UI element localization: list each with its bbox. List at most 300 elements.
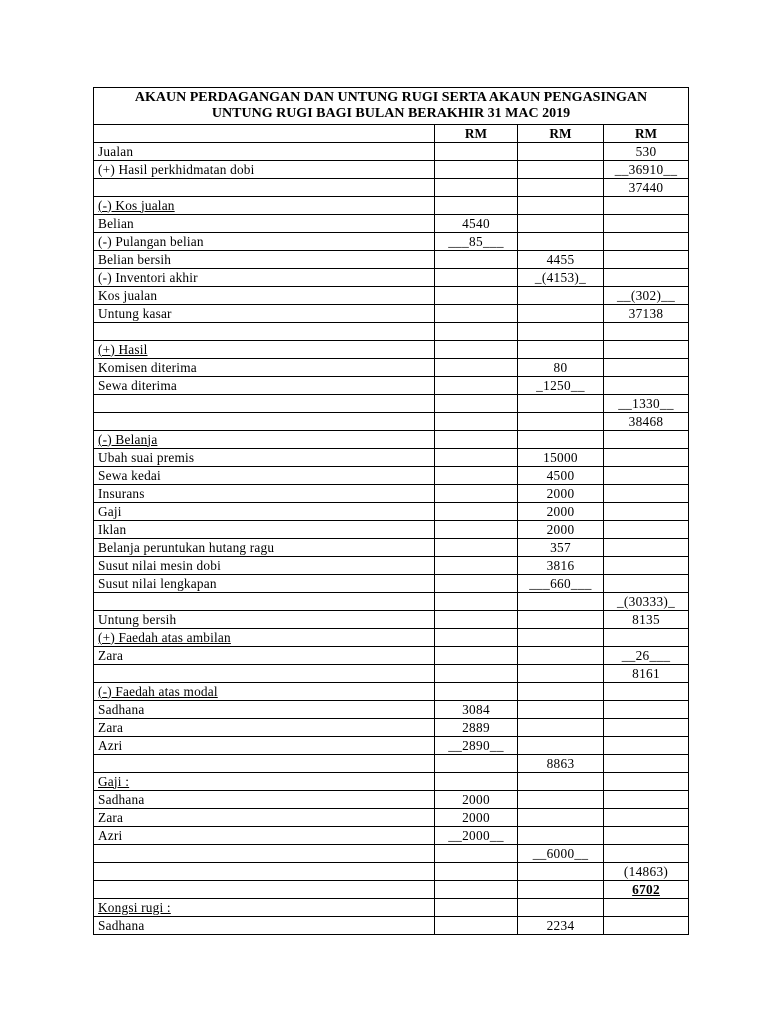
amount-col-1 [435,503,518,521]
amount-col-2 [518,773,604,791]
amount-col-3 [604,683,689,701]
amount-col-2 [518,827,604,845]
row-label [94,143,435,161]
amount-col-3 [604,755,689,773]
row-label [94,575,435,593]
amount-col-2 [518,521,604,539]
table-row [94,143,689,161]
amount-col-3 [604,773,689,791]
amount-value: 3084 [462,701,490,717]
amount-value: 2000 [546,521,575,537]
amount-col-1 [435,809,518,827]
amount-col-2 [518,305,604,323]
amount-value: __2890__ [448,737,504,753]
amount-col-3 [604,287,689,305]
amount-col-2 [518,269,604,287]
amount-value: 8863 [546,755,575,771]
amount-col-2 [518,449,604,467]
amount-col-1 [435,521,518,539]
row-label-text: Iklan [98,521,127,537]
table-row [94,431,689,449]
table-row [94,719,689,737]
table-row [94,575,689,593]
amount-col-2 [518,233,604,251]
amount-col-3 [604,737,689,755]
amount-col-1 [435,827,518,845]
row-label [94,863,435,881]
table-row [94,161,689,179]
row-label-text: (-) Belanja [98,431,158,447]
amount-value: _1250__ [536,377,585,393]
amount-value: 2000 [546,485,575,501]
amount-value: 80 [553,359,568,375]
amount-col-2 [518,143,604,161]
amount-value: 4540 [462,215,490,231]
row-label-text: (-) Kos jualan [98,197,175,213]
row-label [94,341,435,359]
header-rm-col-1: RM [435,125,518,143]
amount-col-3 [604,359,689,377]
row-label-text: Zara [98,719,124,735]
row-label-text: Sewa kedai [98,467,161,483]
amount-col-2 [518,881,604,899]
table-row [94,539,689,557]
amount-col-1 [435,575,518,593]
row-label-text: Gaji : [98,773,130,789]
row-label-text: Untung bersih [98,611,177,627]
amount-col-3 [604,845,689,863]
table-row [94,773,689,791]
amount-col-2 [518,845,604,863]
row-label [94,611,435,629]
header-rm-col-2: RM [518,125,604,143]
amount-col-3 [604,863,689,881]
row-label [94,161,435,179]
amount-value: __26___ [621,647,671,663]
amount-col-1 [435,305,518,323]
amount-value: 8135 [632,611,660,627]
amount-col-3 [604,881,689,899]
amount-col-3 [604,629,689,647]
amount-col-2 [518,503,604,521]
amount-col-2 [518,557,604,575]
title-line-1: AKAUN PERDAGANGAN DAN UNTUNG RUGI SERTA AKAUN PENGASINGAN [134,90,648,105]
amount-value: 4500 [546,467,575,483]
table-row [94,791,689,809]
row-label [94,755,435,773]
table-row [94,737,689,755]
amount-col-1 [435,755,518,773]
amount-col-2 [518,395,604,413]
table-row [94,845,689,863]
amount-value: 357 [550,539,571,555]
amount-col-1 [435,197,518,215]
amount-col-3 [604,179,689,197]
amount-value: __(302)__ [616,287,676,303]
table-row [94,251,689,269]
amount-value: 8161 [632,665,660,681]
amount-col-1 [435,881,518,899]
amount-col-1 [435,593,518,611]
row-label [94,719,435,737]
amount-col-2 [518,629,604,647]
table-row [94,809,689,827]
amount-value: 3816 [546,557,575,573]
row-label-text: Belian bersih [98,251,172,267]
row-label-text: Sadhana [98,791,145,807]
row-label [94,539,435,557]
amount-col-2 [518,719,604,737]
row-label [94,665,435,683]
amount-col-1 [435,647,518,665]
table-row [94,467,689,485]
amount-value: __2000__ [448,827,504,843]
table-row [94,701,689,719]
table-row [94,179,689,197]
amount-col-3 [604,251,689,269]
row-label [94,305,435,323]
row-label-text: Gaji [98,503,122,519]
amount-col-3 [604,143,689,161]
row-label-text: Sadhana [98,701,145,717]
amount-value: 2889 [462,719,490,735]
header-row [94,125,689,143]
amount-col-3 [604,827,689,845]
amount-value: 38468 [628,413,664,429]
amount-col-1 [435,467,518,485]
amount-value: __6000__ [532,845,589,861]
row-label-text: Ubah suai premis [98,449,195,465]
table-row [94,611,689,629]
amount-col-1 [435,341,518,359]
amount-value: 6702 [632,881,660,897]
row-label [94,773,435,791]
row-label-text: (-) Faedah atas modal [98,683,218,699]
row-label [94,701,435,719]
table-row [94,341,689,359]
row-label [94,899,435,917]
amount-col-2 [518,413,604,431]
table-row [94,593,689,611]
amount-col-3 [604,161,689,179]
row-label [94,557,435,575]
amount-col-1 [435,431,518,449]
row-label-text: (+) Hasil [98,341,148,357]
table-row [94,647,689,665]
amount-col-2 [518,755,604,773]
table-row [94,215,689,233]
row-label [94,233,435,251]
account-title [94,88,689,125]
table-row [94,485,689,503]
amount-col-3 [604,395,689,413]
amount-col-2 [518,575,604,593]
amount-col-1 [435,899,518,917]
amount-col-3 [604,539,689,557]
amount-col-2 [518,197,604,215]
amount-col-3 [604,719,689,737]
amount-col-3 [604,701,689,719]
amount-value: 37440 [628,179,664,195]
amount-col-3 [604,305,689,323]
row-label [94,737,435,755]
table-row [94,629,689,647]
row-label [94,359,435,377]
row-label [94,593,435,611]
amount-col-2 [518,161,604,179]
amount-col-3 [604,809,689,827]
row-label [94,431,435,449]
row-label-text: Kongsi rugi : [98,899,171,915]
amount-value: __1330__ [618,395,674,411]
row-label-text: Insurans [98,485,145,501]
row-label-text: (+) Hasil perkhidmatan dobi [98,161,255,177]
amount-col-1 [435,413,518,431]
amount-col-3 [604,377,689,395]
amount-col-3 [604,503,689,521]
amount-col-2 [518,341,604,359]
amount-col-1 [435,917,518,935]
amount-col-2 [518,431,604,449]
row-label [94,485,435,503]
row-label-text: Sewa diterima [98,377,178,393]
amount-col-2 [518,179,604,197]
amount-value: ___85___ [448,233,504,249]
amount-col-3 [604,431,689,449]
amount-col-1 [435,683,518,701]
title-row [94,88,689,125]
amount-col-1 [435,611,518,629]
row-label-text: Belian [98,215,134,231]
account-rows [94,143,689,935]
row-label [94,521,435,539]
amount-col-3 [604,575,689,593]
amount-col-2 [518,701,604,719]
row-label [94,467,435,485]
amount-col-2 [518,251,604,269]
amount-col-3 [604,791,689,809]
amount-col-1 [435,737,518,755]
amount-col-3 [604,521,689,539]
amount-col-2 [518,593,604,611]
amount-col-2 [518,485,604,503]
amount-col-1 [435,665,518,683]
header-rm-col-3: RM [604,125,689,143]
amount-col-1 [435,791,518,809]
amount-value: _(4153)_ [534,269,587,285]
amount-col-1 [435,539,518,557]
table-row [94,269,689,287]
amount-col-3 [604,323,689,341]
table-row [94,863,689,881]
row-label [94,881,435,899]
amount-col-3 [604,269,689,287]
row-label-text: (+) Faedah atas ambilan [98,629,231,645]
row-label-text: (-) Inventori akhir [98,269,198,285]
amount-col-3 [604,467,689,485]
row-label-text: Azri [98,827,123,843]
amount-col-2 [518,377,604,395]
amount-col-3 [604,485,689,503]
table-row [94,881,689,899]
row-label-text: Sadhana [98,917,145,933]
amount-col-1 [435,845,518,863]
amount-col-1 [435,323,518,341]
amount-col-2 [518,899,604,917]
amount-col-2 [518,683,604,701]
amount-col-1 [435,161,518,179]
table-row [94,521,689,539]
amount-col-2 [518,737,604,755]
amount-col-3 [604,611,689,629]
amount-col-1 [435,863,518,881]
amount-col-3 [604,233,689,251]
amount-col-2 [518,215,604,233]
amount-col-1 [435,485,518,503]
row-label-text: Komisen diterima [98,359,197,375]
row-label-text: Susut nilai lengkapan [98,575,217,591]
row-label-text: Zara [98,647,124,663]
amount-col-2 [518,863,604,881]
table-row [94,287,689,305]
amount-col-3 [604,917,689,935]
table-row [94,305,689,323]
row-label [94,251,435,269]
amount-col-2 [518,647,604,665]
amount-col-1 [435,143,518,161]
amount-col-2 [518,917,604,935]
amount-col-3 [604,899,689,917]
amount-value: __36910__ [614,161,678,177]
amount-col-1 [435,215,518,233]
row-label-text: Jualan [98,143,134,159]
table-row [94,449,689,467]
row-label [94,377,435,395]
amount-col-2 [518,359,604,377]
table-row [94,503,689,521]
row-label [94,287,435,305]
row-label [94,395,435,413]
amount-col-3 [604,341,689,359]
amount-col-2 [518,467,604,485]
amount-col-1 [435,251,518,269]
table-row [94,917,689,935]
row-label [94,647,435,665]
row-label-text: (-) Pulangan belian [98,233,204,249]
amount-col-1 [435,359,518,377]
table-row [94,665,689,683]
row-label [94,449,435,467]
amount-value: 37138 [628,305,664,321]
table-row [94,395,689,413]
amount-col-3 [604,557,689,575]
amount-col-1 [435,557,518,575]
table-row [94,323,689,341]
amount-col-2 [518,287,604,305]
table-row [94,755,689,773]
row-label-text: Untung kasar [98,305,172,321]
amount-value: 2000 [462,809,490,825]
amount-col-2 [518,665,604,683]
table-row [94,899,689,917]
amount-col-1 [435,449,518,467]
table-row [94,413,689,431]
amount-col-1 [435,773,518,791]
row-label [94,917,435,935]
amount-col-2 [518,539,604,557]
row-label-text: Susut nilai mesin dobi [98,557,221,573]
amount-col-1 [435,719,518,737]
amount-col-2 [518,323,604,341]
amount-col-1 [435,377,518,395]
amount-col-1 [435,395,518,413]
amount-col-1 [435,233,518,251]
amount-value: 2000 [462,791,490,807]
row-label-text: Zara [98,809,124,825]
row-label-text: Kos jualan [98,287,158,303]
table-row [94,683,689,701]
row-label-text: Belanja peruntukan hutang ragu [98,539,275,555]
title-line-2: UNTUNG RUGI BAGI BULAN BERAKHIR 31 MAC 2019 [211,106,571,121]
table-row [94,197,689,215]
amount-col-1 [435,287,518,305]
table-row [94,359,689,377]
header-description [94,125,435,143]
table-row [94,233,689,251]
row-label [94,323,435,341]
row-label [94,197,435,215]
amount-col-1 [435,629,518,647]
amount-value: 2234 [546,917,575,933]
row-label [94,809,435,827]
row-label [94,503,435,521]
row-label [94,845,435,863]
amount-value: _(30333)_ [616,593,676,609]
amount-col-3 [604,593,689,611]
amount-value: 4455 [546,251,575,267]
table-row [94,827,689,845]
table-row [94,377,689,395]
row-label [94,179,435,197]
amount-value: 15000 [543,449,578,465]
amount-col-2 [518,809,604,827]
trading-profit-loss-account-table [93,87,689,935]
amount-col-3 [604,665,689,683]
row-label [94,827,435,845]
amount-col-3 [604,197,689,215]
row-label-text: Azri [98,737,123,753]
row-label [94,215,435,233]
amount-value: 530 [635,143,657,159]
amount-col-1 [435,269,518,287]
row-label [94,629,435,647]
amount-col-2 [518,791,604,809]
amount-col-3 [604,215,689,233]
amount-col-1 [435,179,518,197]
table-row [94,557,689,575]
amount-col-3 [604,413,689,431]
row-label [94,413,435,431]
amount-value: 2000 [546,503,575,519]
amount-col-1 [435,701,518,719]
amount-value: (14863) [623,863,669,879]
amount-value: ___660___ [529,575,592,591]
amount-col-3 [604,449,689,467]
row-label [94,269,435,287]
amount-col-3 [604,647,689,665]
row-label [94,791,435,809]
row-label [94,683,435,701]
